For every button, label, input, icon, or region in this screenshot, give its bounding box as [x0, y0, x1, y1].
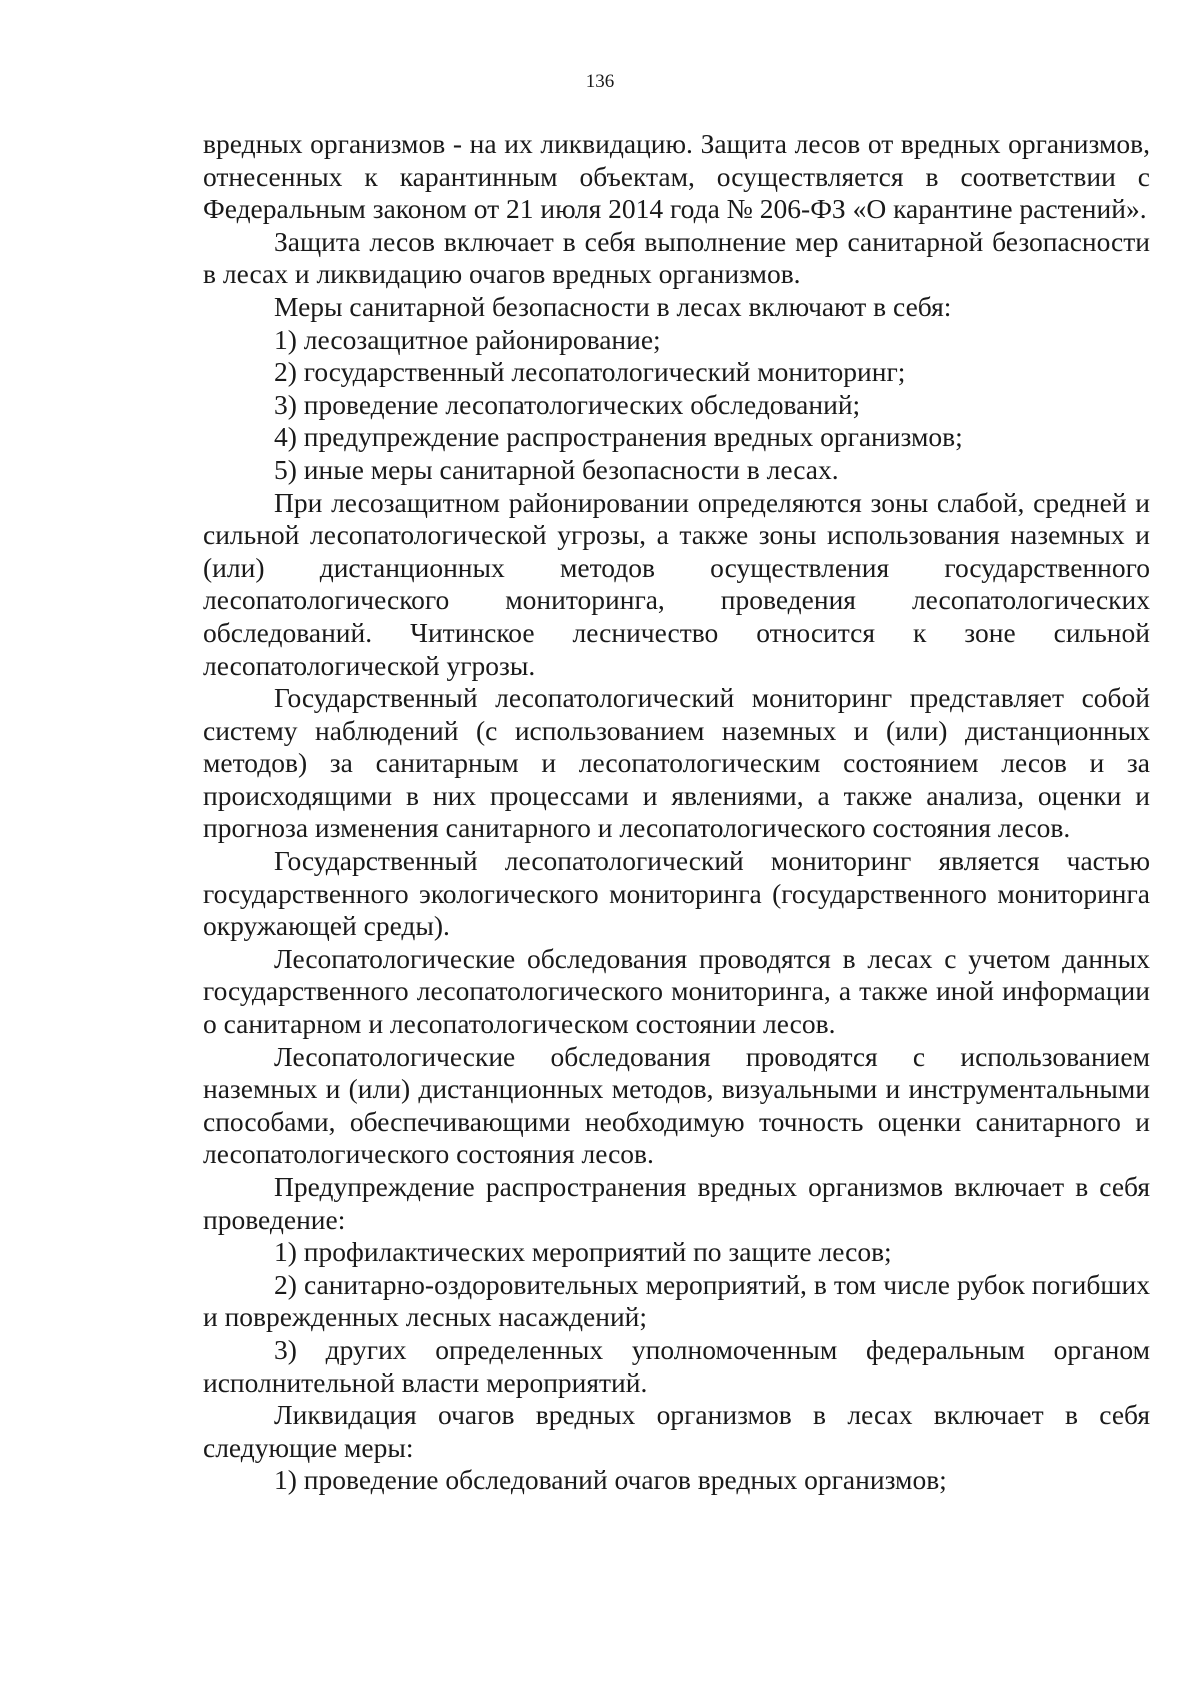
document-body	[203, 128, 1150, 1497]
list-item: 4) предупреждение распространения вредных организмов;	[274, 421, 963, 453]
list-heading: Меры санитарной безопасности в лесах включают в себя:	[274, 290, 952, 322]
paragraph: Лесопатологические обследования проводятся в лесах с учетом данных государственного лесопатологического мониторинга, а также иной информации о санитарном и лесопатологическом состоянии лесов.	[203, 942, 1150, 1040]
list-item: 1) проведение обследований очагов вредных организмов;	[274, 1464, 947, 1496]
list-item: 1) профилактических мероприятий по защите лесов;	[274, 1236, 892, 1268]
paragraph: Лесопатологические обследования проводятся с использованием наземных и (или) дистанционных методов, визуальными и инструментальными способами, обеспечивающими необходимую точность оценки санитарного и лесопатологического состояния лесов.	[203, 1040, 1150, 1170]
paragraph: Защита лесов включает в себя выполнение мер санитарной безопасности в лесах и ликвидацию очагов вредных организмов.	[203, 225, 1150, 290]
page-number: 136	[585, 71, 615, 92]
list-heading: Предупреждение распространения вредных организмов включает в себя проведение:	[203, 1171, 1150, 1235]
list-item: 3) проведение лесопатологических обследований;	[274, 388, 861, 420]
list-item: 5) иные меры санитарной безопасности в лесах.	[274, 453, 839, 485]
list-item: 3) других определенных уполномоченным федеральным органом исполнительной власти мероприятий.	[203, 1333, 1150, 1398]
list-item: 2) санитарно-оздоровительных мероприятий, в том числе рубок погибших и поврежденных лесных насаждений;	[203, 1268, 1150, 1333]
list-heading: Ликвидация очагов вредных организмов в лесах включает в себя следующие меры:	[203, 1399, 1150, 1463]
paragraph-continuation: вредных организмов - на их ликвидацию. Защита лесов от вредных организмов, отнесенных к карантинным объектам, осуществляется в соответствии с Федеральным законом от 21 июля 2014 года № 206-ФЗ «О карантине растений».	[203, 128, 1150, 225]
list-item: 1) лесозащитное районирование;	[274, 323, 661, 355]
paragraph: При лесозащитном районировании определяются зоны слабой, средней и сильной лесопатологической угрозы, а также зоны использования наземных и (или) дистанционных методов осуществления государственного лесопатологического мониторинга, проведения лесопатологических обследований. Читинское лесничество относится к зоне сильной лесопатологической угрозы.	[203, 486, 1150, 681]
list-item: 2) государственный лесопатологический мониторинг;	[274, 356, 906, 388]
paragraph: Государственный лесопатологический мониторинг представляет собой систему наблюдений (с использованием наземных и (или) дистанционных методов) за санитарным и лесопатологическим состоянием лесов и за происходящими в них процессами и явлениями, а также анализа, оценки и прогноза изменения санитарного и лесопатологического состояния лесов.	[203, 682, 1150, 844]
paragraph: Государственный лесопатологический мониторинг является частью государственного экологического мониторинга (государственного мониторинга окружающей среды).	[203, 845, 1150, 942]
